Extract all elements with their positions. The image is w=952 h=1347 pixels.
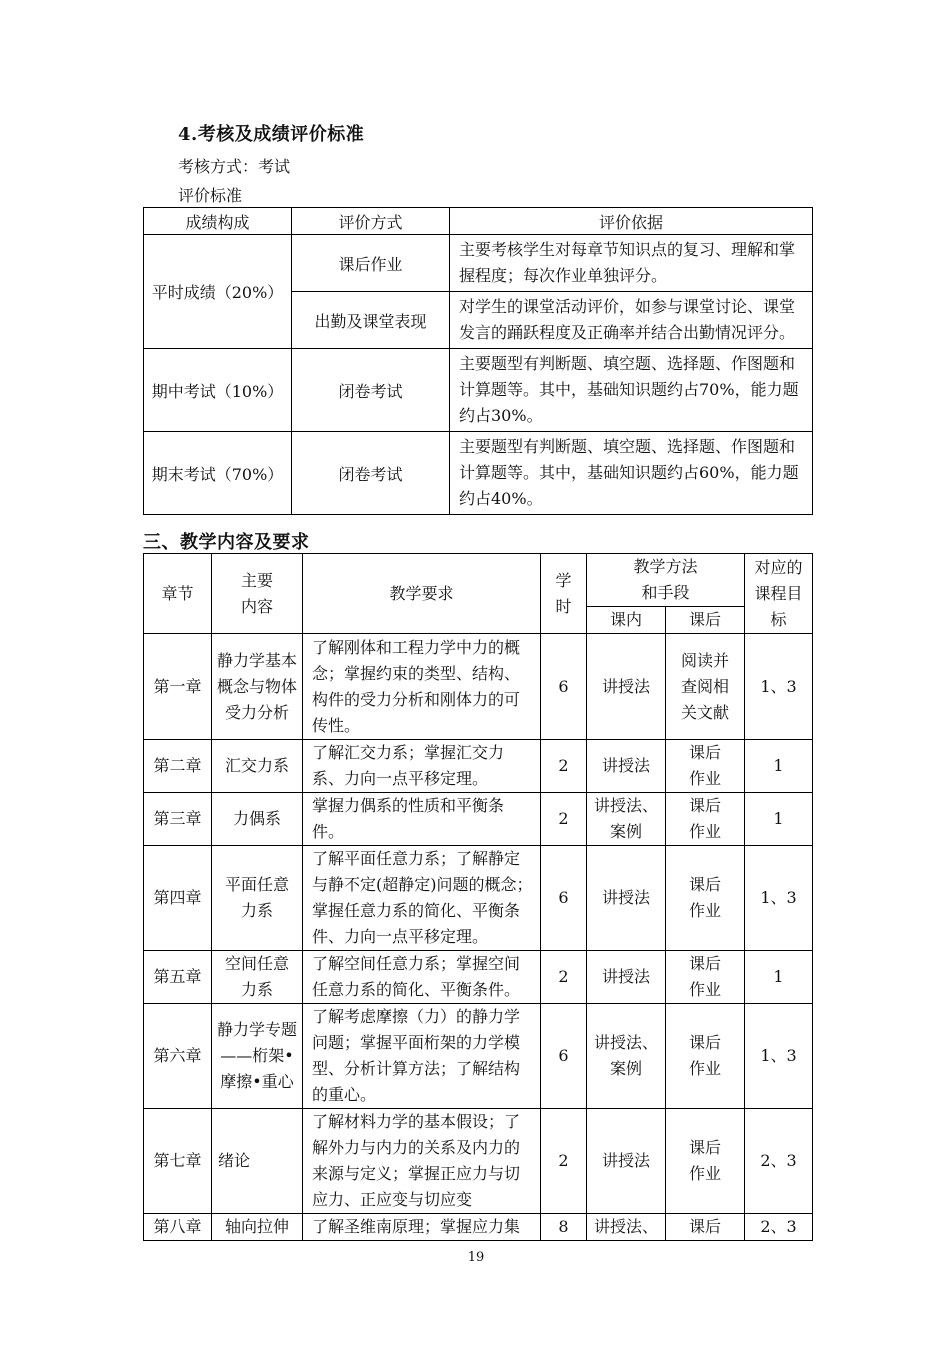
in-class-cell: 讲授法、案例 bbox=[587, 1004, 666, 1109]
after-class-cell: 课后 bbox=[666, 1214, 745, 1241]
table-header-row bbox=[144, 208, 813, 235]
chapter-cell: 第二章 bbox=[144, 740, 212, 793]
chapter-cell: 第四章 bbox=[144, 846, 212, 951]
objective-cell: 1 bbox=[745, 740, 813, 793]
eval-method-cell: 闭卷考试 bbox=[292, 349, 450, 432]
grade-component-cell: 平时成绩（20%） bbox=[144, 235, 292, 349]
header-chapter: 章节 bbox=[144, 554, 212, 634]
requirement-cell: 掌握力偶系的性质和平衡条件。 bbox=[303, 793, 541, 846]
objective-cell: 1 bbox=[745, 793, 813, 846]
in-class-cell: 讲授法 bbox=[587, 1109, 666, 1214]
page-number: 19 bbox=[467, 1250, 485, 1265]
table-row bbox=[144, 634, 813, 740]
eval-basis-cell: 主要考核学生对每章节知识点的复习、理解和掌握程度；每次作业单独评分。 bbox=[450, 235, 813, 292]
topic-cell: 绪论 bbox=[212, 1109, 303, 1214]
exam-method-text: 考核方式：考试 bbox=[178, 157, 291, 176]
after-class-cell: 课后作业 bbox=[666, 793, 745, 846]
header-in-class: 课内 bbox=[587, 607, 666, 634]
topic-cell: 汇交力系 bbox=[212, 740, 303, 793]
objective-cell: 2、3 bbox=[745, 1214, 813, 1241]
after-class-cell: 课后作业 bbox=[666, 1109, 745, 1214]
topic-cell: 静力学专题——桁架•摩擦•重心 bbox=[212, 1004, 303, 1109]
requirement-cell: 了解平面任意力系；了解静定与静不定(超静定)问题的概念；掌握任意力系的简化、平衡条件、力向一点平移定理。 bbox=[303, 846, 541, 951]
grade-component-cell: 期中考试（10%） bbox=[144, 349, 292, 432]
table-row bbox=[144, 740, 813, 793]
table-row bbox=[144, 235, 813, 292]
topic-cell: 力偶系 bbox=[212, 793, 303, 846]
in-class-cell: 讲授法 bbox=[587, 740, 666, 793]
in-class-cell: 讲授法 bbox=[587, 951, 666, 1004]
table-row bbox=[144, 1214, 813, 1241]
header-objectives: 对应的课程目标 bbox=[745, 554, 813, 634]
chapter-cell: 第三章 bbox=[144, 793, 212, 846]
header-methods: 教学方法和手段 bbox=[587, 554, 745, 607]
header-requirements: 教学要求 bbox=[303, 554, 541, 634]
table-row bbox=[144, 846, 813, 951]
table-row bbox=[144, 349, 813, 432]
criteria-label: 评价标准 bbox=[178, 186, 243, 205]
objective-cell: 1、3 bbox=[745, 1004, 813, 1109]
chapter-cell: 第七章 bbox=[144, 1109, 212, 1214]
grade-component-cell: 期末考试（70%） bbox=[144, 432, 292, 515]
table-header-row bbox=[144, 554, 813, 607]
objective-cell: 1、3 bbox=[745, 634, 813, 740]
section-4-heading: 4.考核及成绩评价标准 bbox=[178, 124, 365, 145]
in-class-cell: 讲授法 bbox=[587, 846, 666, 951]
requirement-cell: 了解刚体和工程力学中力的概念；掌握约束的类型、结构、构件的受力分析和刚体力的可传性。 bbox=[303, 634, 541, 740]
chapter-cell: 第五章 bbox=[144, 951, 212, 1004]
objective-cell: 2、3 bbox=[745, 1109, 813, 1214]
evaluation-table bbox=[143, 207, 813, 515]
requirement-cell: 了解空间任意力系；掌握空间任意力系的简化、平衡条件。 bbox=[303, 951, 541, 1004]
eval-method-cell: 课后作业 bbox=[292, 235, 450, 292]
header-eval-basis: 评价依据 bbox=[450, 208, 813, 235]
eval-basis-cell: 对学生的课堂活动评价，如参与课堂讨论、课堂发言的踊跃程度及正确率并结合出勤情况评分。 bbox=[450, 292, 813, 349]
after-class-cell: 课后作业 bbox=[666, 1004, 745, 1109]
header-grade-component: 成绩构成 bbox=[144, 208, 292, 235]
in-class-cell: 讲授法 bbox=[587, 634, 666, 740]
table-row bbox=[144, 1004, 813, 1109]
hours-cell: 2 bbox=[541, 1109, 587, 1214]
topic-cell: 平面任意力系 bbox=[212, 846, 303, 951]
topic-cell: 空间任意力系 bbox=[212, 951, 303, 1004]
header-after-class: 课后 bbox=[666, 607, 745, 634]
after-class-cell: 课后作业 bbox=[666, 846, 745, 951]
chapter-cell: 第六章 bbox=[144, 1004, 212, 1109]
objective-cell: 1 bbox=[745, 951, 813, 1004]
hours-cell: 6 bbox=[541, 1004, 587, 1109]
after-class-cell: 阅读并查阅相关文献 bbox=[666, 634, 745, 740]
header-hours: 学时 bbox=[541, 554, 587, 634]
table-row bbox=[144, 793, 813, 846]
header-main-content: 主要内容 bbox=[212, 554, 303, 634]
eval-basis-cell: 主要题型有判断题、填空题、选择题、作图题和计算题等。其中，基础知识题约占60%，能力题约占40%。 bbox=[450, 432, 813, 515]
chapter-cell: 第一章 bbox=[144, 634, 212, 740]
table-row bbox=[144, 432, 813, 515]
hours-cell: 2 bbox=[541, 740, 587, 793]
hours-cell: 8 bbox=[541, 1214, 587, 1241]
after-class-cell: 课后作业 bbox=[666, 951, 745, 1004]
requirement-cell: 了解材料力学的基本假设；了解外力与内力的关系及内力的来源与定义；掌握正应力与切应力、正应变与切应变 bbox=[303, 1109, 541, 1214]
topic-cell: 轴向拉伸 bbox=[212, 1214, 303, 1241]
hours-cell: 6 bbox=[541, 846, 587, 951]
header-eval-method: 评价方式 bbox=[292, 208, 450, 235]
hours-cell: 6 bbox=[541, 634, 587, 740]
objective-cell: 1、3 bbox=[745, 846, 813, 951]
after-class-cell: 课后作业 bbox=[666, 740, 745, 793]
requirement-cell: 了解汇交力系；掌握汇交力系、力向一点平移定理。 bbox=[303, 740, 541, 793]
section-3-heading: 三、教学内容及要求 bbox=[143, 532, 310, 553]
table-row bbox=[144, 951, 813, 1004]
topic-cell: 静力学基本概念与物体受力分析 bbox=[212, 634, 303, 740]
eval-basis-cell: 主要题型有判断题、填空题、选择题、作图题和计算题等。其中，基础知识题约占70%，能力题约占30%。 bbox=[450, 349, 813, 432]
chapter-cell: 第八章 bbox=[144, 1214, 212, 1241]
teaching-content-table bbox=[143, 553, 813, 1241]
hours-cell: 2 bbox=[541, 793, 587, 846]
table-row bbox=[144, 1109, 813, 1214]
hours-cell: 2 bbox=[541, 951, 587, 1004]
in-class-cell: 讲授法、案例 bbox=[587, 793, 666, 846]
eval-method-cell: 出勤及课堂表现 bbox=[292, 292, 450, 349]
requirement-cell: 了解圣维南原理；掌握应力集 bbox=[303, 1214, 541, 1241]
in-class-cell: 讲授法、 bbox=[587, 1214, 666, 1241]
requirement-cell: 了解考虑摩擦（力）的静力学问题；掌握平面桁架的力学模型、分析计算方法；了解结构的重心。 bbox=[303, 1004, 541, 1109]
eval-method-cell: 闭卷考试 bbox=[292, 432, 450, 515]
